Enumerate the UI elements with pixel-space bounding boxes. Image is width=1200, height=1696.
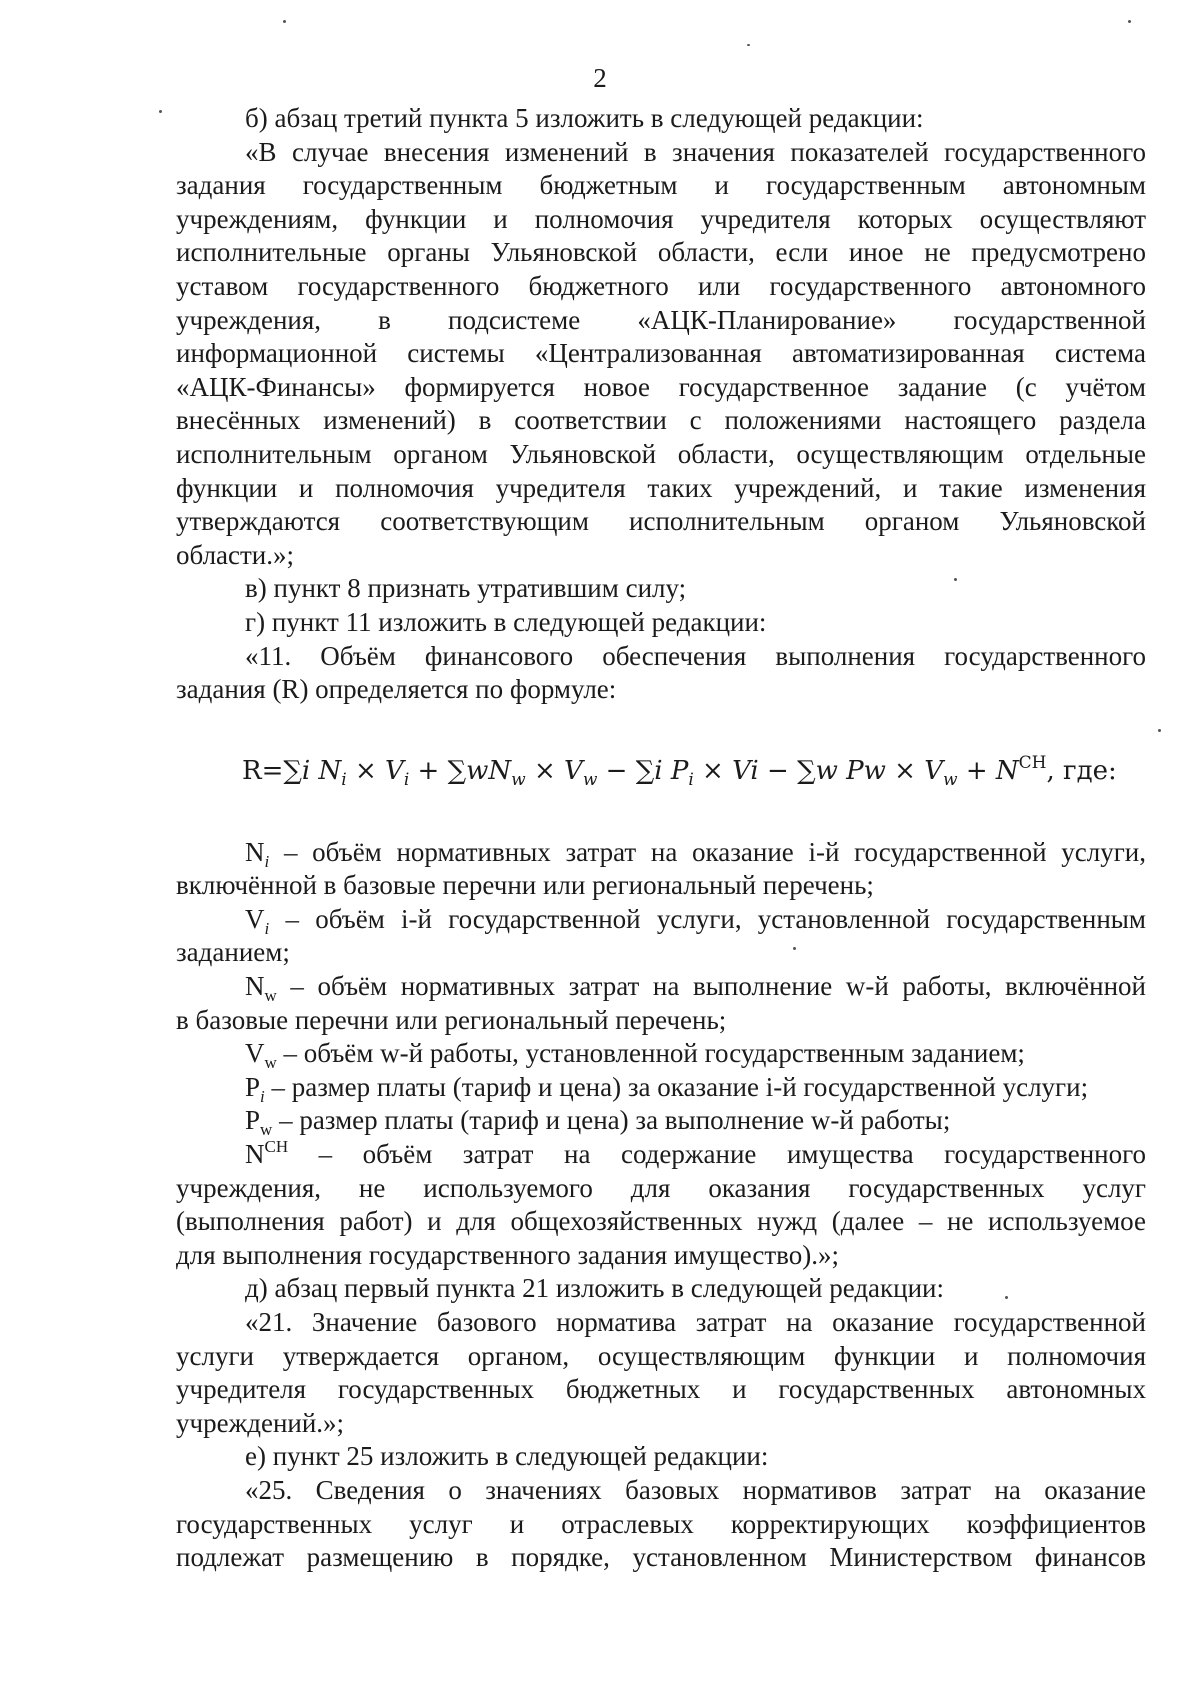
text-line: учредителя государственных бюджетных и государственных автономных [176, 1374, 1146, 1405]
paragraph-e: е) пункт 25 изложить в следующей редакции: [245, 1441, 769, 1472]
definition-Vw: $V_w$ – объём w-й работы, установленной государственным заданием; [245, 1038, 1025, 1073]
scan-speck [793, 947, 796, 950]
definition-Pw: $P_w$ – размер платы (тариф и цена) за выполнение w-й работы; [245, 1105, 951, 1140]
text-line: исполнительным органом Ульяновской области, осуществляющим отдельные [176, 438, 1146, 469]
paragraph-quote-25 [176, 1474, 1146, 1575]
definition-Nch: $N^{СН}$ – объём затрат на содержание имущества государственного учреждения, не используемого для оказания государственных услуг (выполнения работ) и для общехозяйственных нужд (далее – не используемое для выполнения государственного задания имущество).»; [176, 1137, 1146, 1270]
definition-Vi: $V_i$ – объём i-й государственной услуги, установленной государственным заданием; [176, 903, 1146, 968]
page-number: 2 [593, 63, 607, 93]
text-line: учреждениям, функции и полномочия учредителя которых осуществляют [176, 203, 1146, 234]
text-line: исполнительные органы Ульяновской области, если иное не предусмотрено [176, 237, 1146, 268]
paragraph-b: б) абзац третий пункта 5 изложить в следующей редакции: [245, 103, 924, 133]
text-line: подлежат размещению в порядке, установленном Министерством финансов [176, 1542, 1146, 1573]
scan-speck [159, 110, 162, 113]
paragraph-quote-21 [176, 1306, 1146, 1440]
text-line: области.»; [176, 539, 295, 570]
scan-speck [1158, 729, 1161, 732]
formula: R=∑i $N_i \times V_i + \sum wN_w \times V_w - \sum i$ $P_i \times Vi - \sum w$ $Pw \times V_w + N^{СН}$, где: [242, 752, 1117, 790]
definition-Pi: $P_i$ – размер платы (тариф и цена) за оказание i-й государственной услуги; [245, 1071, 1089, 1106]
text-line: внесённых изменений) в соответствии с положениями настоящего раздела [176, 405, 1146, 436]
text-line: задания (R) определяется по формуле: [176, 674, 617, 705]
text-line: «В случае внесения изменений в значения показателей государственного [245, 136, 1146, 167]
text-line: задания государственным бюджетным и государственным автономным [176, 170, 1146, 201]
text-line: утверждаются соответствующим исполнительным органом Ульяновской [176, 506, 1146, 537]
text-line: услуги утверждается органом, осуществляющим функции и полномочия [176, 1340, 1146, 1371]
scan-speck [1128, 20, 1131, 23]
paragraph-d: д) абзац первый пункта 21 изложить в следующей редакции: [245, 1273, 945, 1304]
definition-Ni: $N_i$ – объём нормативных затрат на оказание i-й государственной услуги, включённой в базовые перечни или региональный перечень; [176, 836, 1146, 901]
document-body [176, 102, 1146, 1575]
text-line: информационной системы «Централизованная автоматизированная система [176, 338, 1146, 369]
text-line: «21. Значение базового норматива затрат на оказание государственной [245, 1307, 1146, 1337]
text-line: функции и полномочия учредителя таких учреждений, и такие изменения [176, 472, 1146, 503]
paragraph-v: в) пункт 8 признать утратившим силу; [245, 573, 687, 604]
scan-speck [954, 578, 957, 581]
scan-speck [1005, 1296, 1008, 1299]
paragraph-quote-5 [176, 136, 1146, 573]
paragraph-g: г) пункт 11 изложить в следующей редакции: [245, 606, 767, 637]
text-line: «11. Объём финансового обеспечения выполнения государственного [245, 640, 1146, 671]
paragraph-quote-11 [176, 640, 1146, 707]
text-line: государственных услуг и отраслевых корректирующих коэффициентов [176, 1508, 1146, 1539]
scan-speck [747, 44, 750, 46]
text-line: «25. Сведения о значениях базовых нормативов затрат на оказание [245, 1474, 1146, 1505]
scan-speck [283, 20, 286, 23]
definition-Nw: $N_w$ – объём нормативных затрат на выполнение w-й работы, включённой в базовые перечни или региональный перечень; [176, 971, 1146, 1035]
text-line: «АЦК-Финансы» формируется новое государственное задание (с учётом [176, 371, 1146, 402]
text-line: учреждений.»; [176, 1407, 345, 1438]
text-line: учреждения, в подсистеме «АЦК-Планирование» государственной [176, 304, 1146, 335]
text-line: уставом государственного бюджетного или государственного автономного [176, 270, 1146, 301]
